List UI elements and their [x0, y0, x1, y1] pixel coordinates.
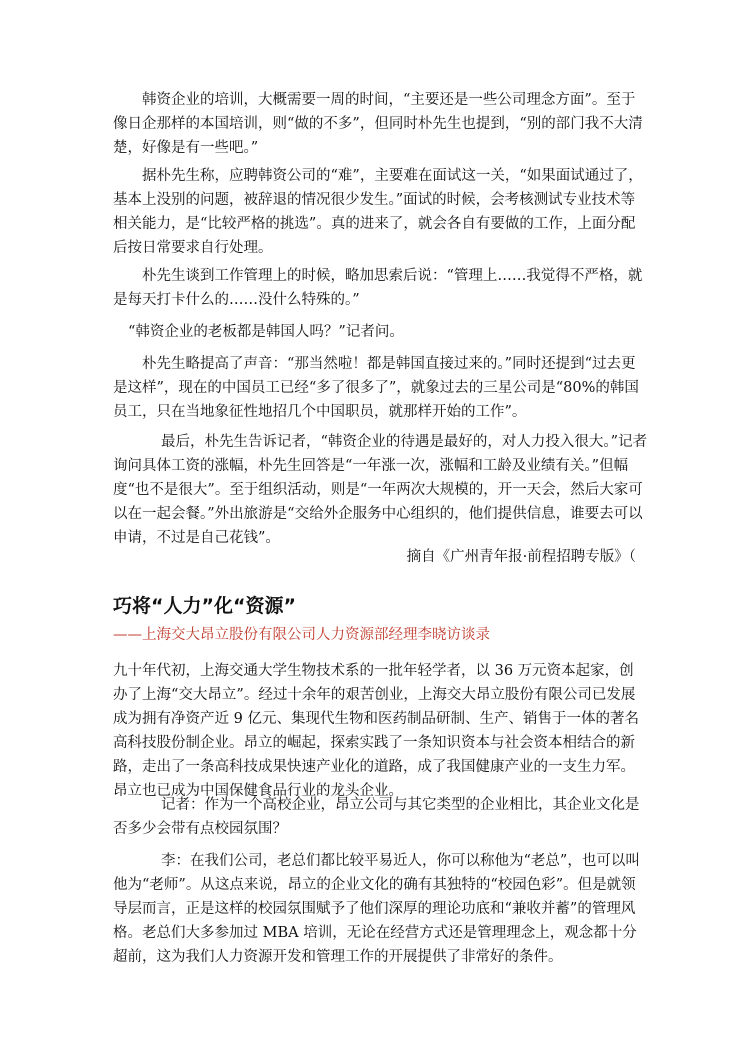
paragraph-korean-staff: 朴先生略提高了声音：“那当然啦！都是韩国直接过来的。”同时还提到“过去更是这样”，现在的中国员工已经“多了很多了”，就象过去的三星公司是“80%的韩国员工，只在当地象征性地招几个中国职员，就那样开始的工作”。 [113, 356, 639, 420]
paragraph-reporter-question: 记者：作为一个高校企业，昂立公司与其它类型的企业相比，其企业文化是否多少会带有点校园氛围？ [113, 797, 640, 837]
source-citation: 摘自《广州青年报·前程招聘专版》（ [406, 549, 636, 565]
paragraph-training: 韩资企业的培训，大概需要一周的时间，“主要还是一些公司理念方面”。至于像日企那样的本国培训，则“做的不多”，但同时朴先生也提到，“别的部门我不大清楚，好像是有一些吧。” [113, 92, 643, 156]
paragraph-salary: 最后，朴先生告诉记者，“韩资企业的待遇是最好的，对人力投入很大。”记者询问具体工资的涨幅，朴先生回答是“一年涨一次，涨幅和工龄及业绩有关。”但幅度“也不是很大”。至于组织活动，则是“一年两次大规模的，开一天会，然后大家可以在一起会餐。”外出旅游是“交给外企服务中心组织的，他们提供信息，谁要去可以申请，不过是自己花钱”。 [113, 434, 648, 546]
paragraph-interview: 据朴先生称，应聘韩资公司的“难”，主要难在面试这一关，“如果面试通过了，基本上没别的问题，被辞退的情况很少发生。”面试的时候，会考核测试专业技术等相关能力，是“比较严格的挑选”。真的进来了，就会各自有要做的工作，上面分配后按日常要求自行处理。 [113, 168, 643, 256]
paragraph-management: 朴先生谈到工作管理上的时候，略加思索后说：“管理上……我觉得不严格，就是每天打卡什么的……没什么特殊的。” [113, 268, 643, 308]
paragraph-li-answer: 李：在我们公司，老总们都比较平易近人，你可以称他为“老总”，也可以叫他为“老师”。从这点来说，昂立的企业文化的确有其独特的“校园色彩”。但是就领导层而言，正是这样的校园氛围赋予了他们深厚的理论功底和“兼收并蓄”的管理风格。老总们大多参加过 MBA 培训，无论在经营方式还是管理理念上，观念都十分超前，这为我们人力资源开发和管理工作的开展提供了非常好的条件。 [113, 853, 640, 965]
paragraph-company-intro: 九十年代初，上海交通大学生物技术系的一批年轻学者，以 36 万元资本起家，创办了上海“交大昂立”。经过十余年的艰苦创业，上海交大昂立股份有限公司已发展成为拥有净资产近 9 亿元、集现代生物和医药制品研制、生产、销售于一体的著名高科技股份制企业。昂立的崛起，探索实践了一条知识资本与社会资本相结合的新路，走出了一条高科技成果快速产业化的道路，成了我国健康产业的一支生力军。昂立也已成为中国保健食品行业的龙头企业。 [113, 663, 639, 799]
paragraph-question: “韩资企业的老板都是韩国人吗？”记者问。 [128, 324, 404, 340]
article-title: 巧将“人力”化“资源” [113, 595, 296, 617]
article-subtitle: ——上海交大昂立股份有限公司人力资源部经理李晓访谈录 [113, 627, 490, 643]
